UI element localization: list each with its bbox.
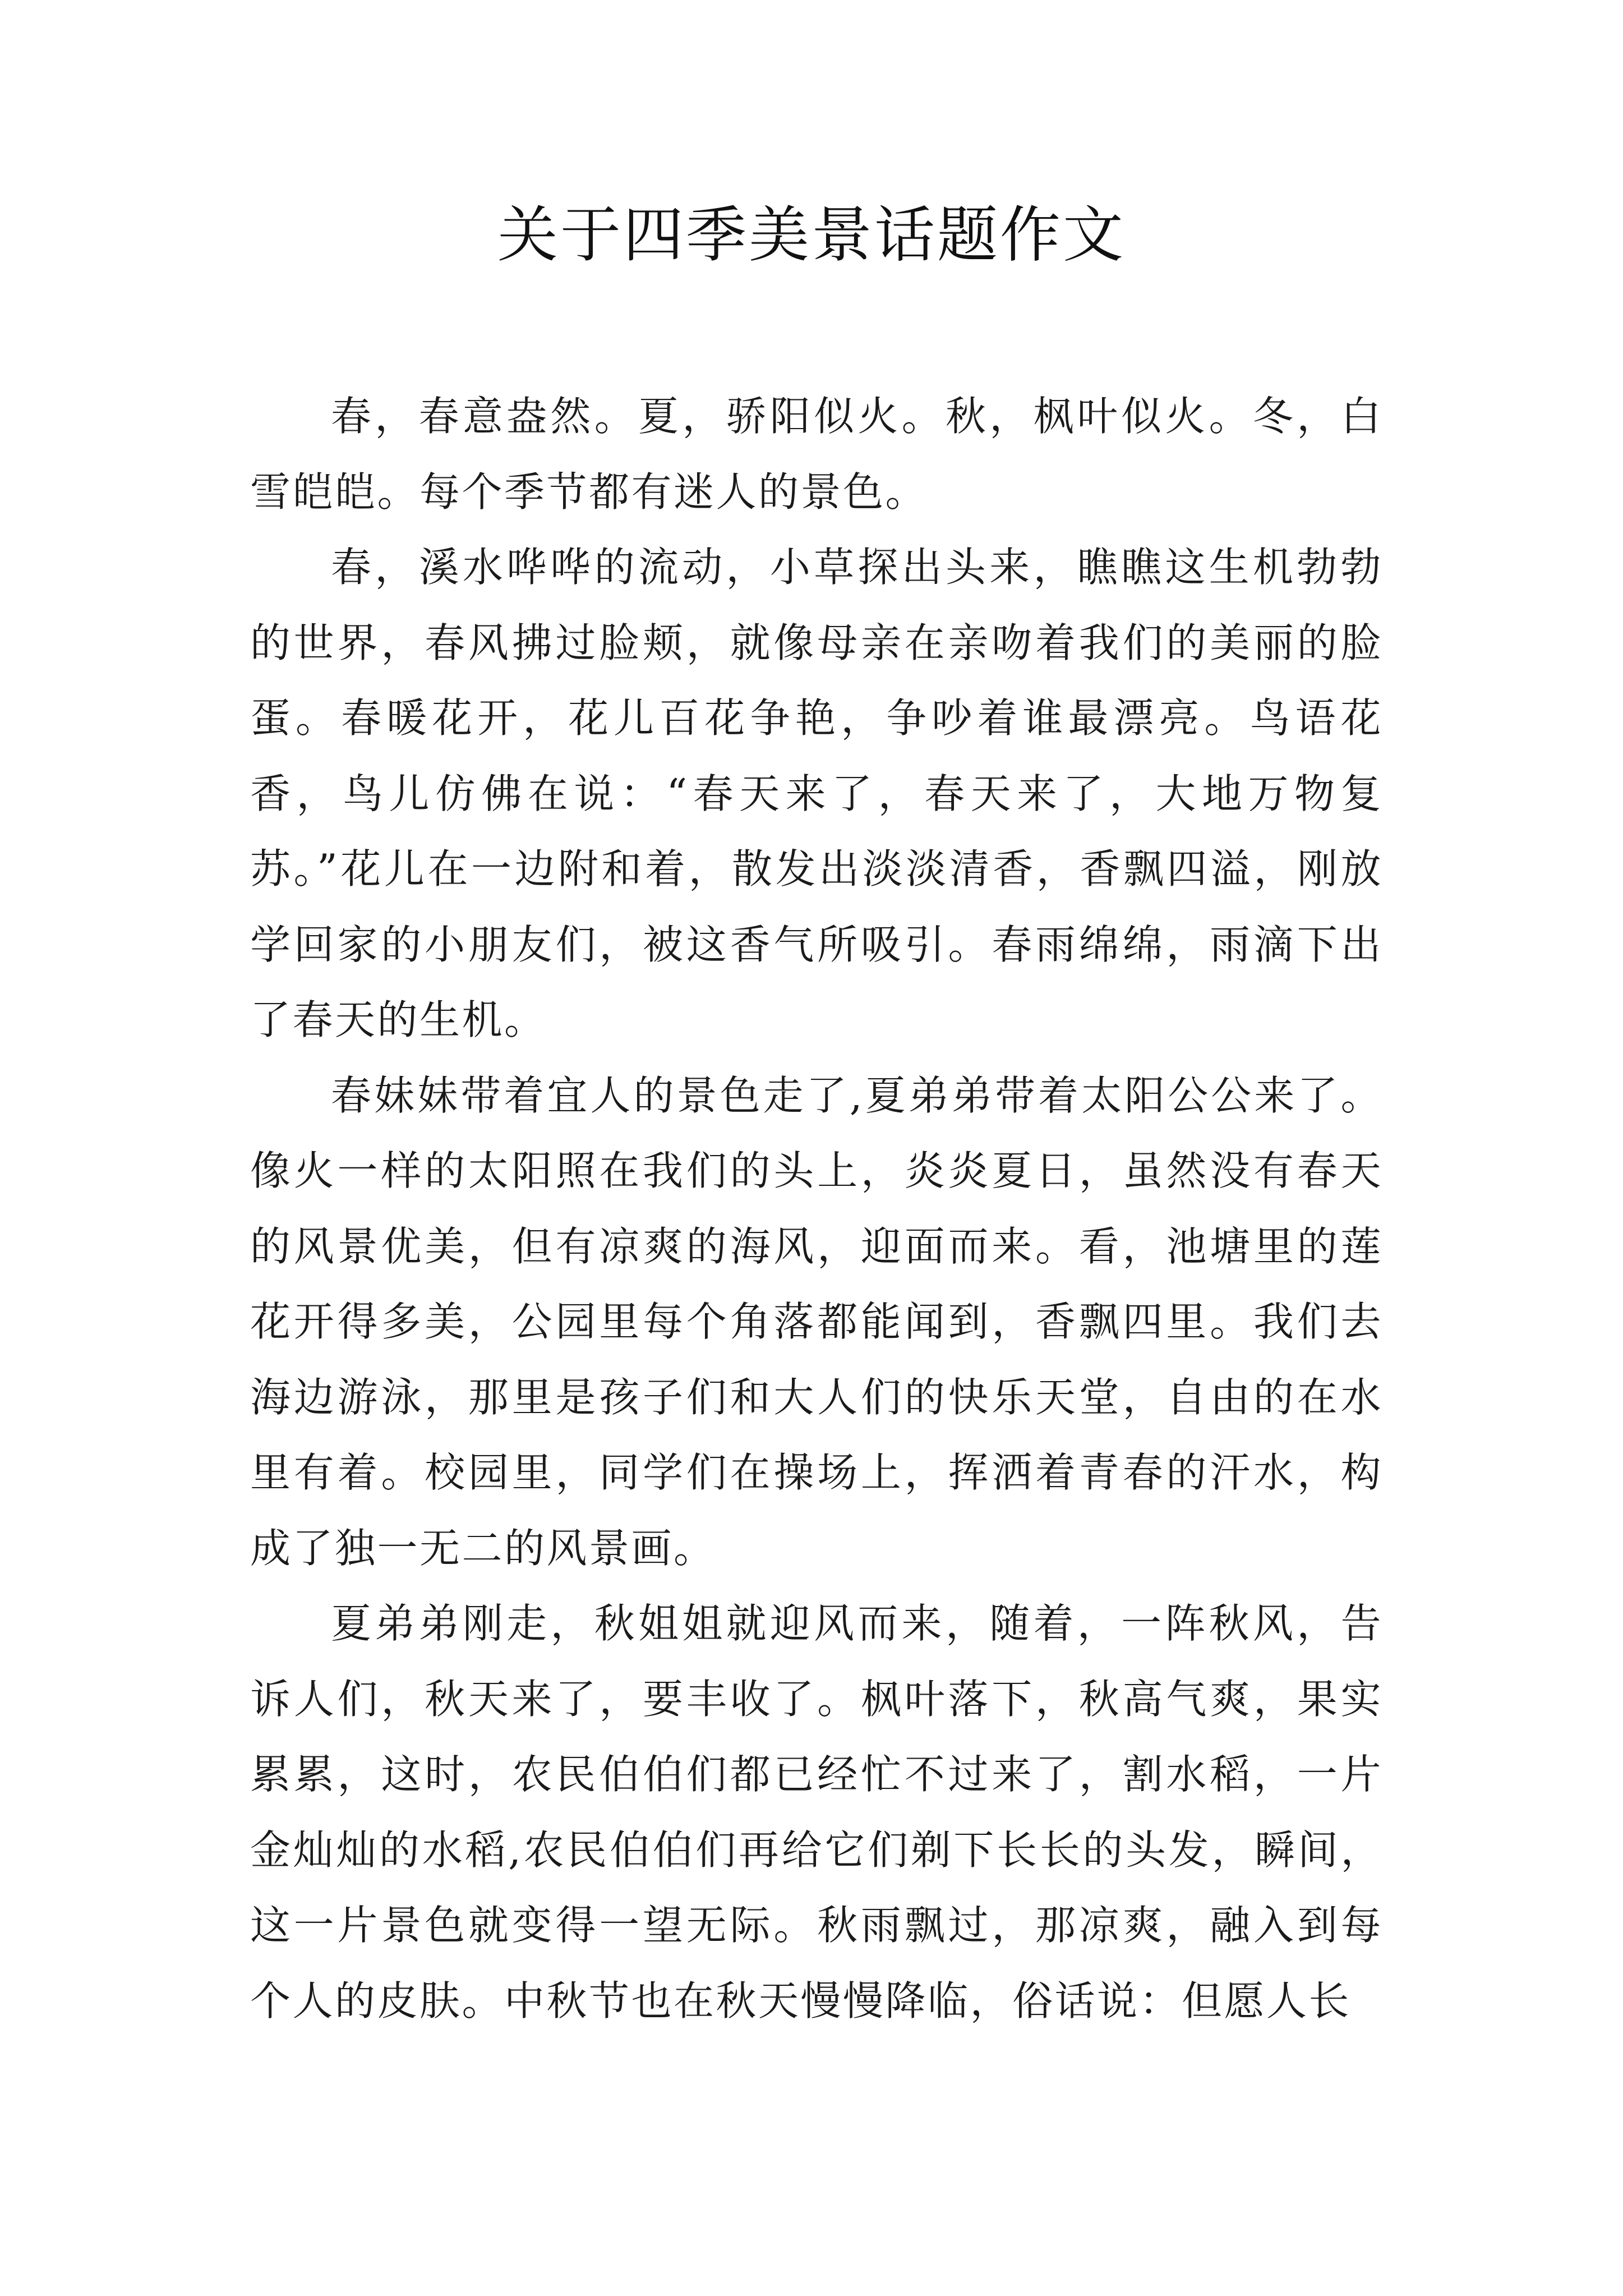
- paragraph-summer: 春妹妹带着宜人的景色走了,夏弟弟带着太阳公公来了。像火一样的太阳照在我们的头上，炎炎夏日，虽然没有春天的风景优美，但有凉爽的海风，迎面而来。看，池塘里的莲花开得多美，公园里每个角落都能闻到，香飘四里。我们去海边游泳，那里是孩子们和大人们的快乐天堂，自由的在水里有着。校园里，同学们在操场上，挥洒着青春的汗水，构成了独一无二的风景画。: [250, 1071, 1383, 1572]
- paragraph-spring: 春，溪水哗哗的流动，小草探出头来，瞧瞧这生机勃勃的世界，春风拂过脸颊，就像母亲在亲吻着我们的美丽的脸蛋。春暖花开，花儿百花争艳，争吵着谁最漂亮。鸟语花香，鸟儿仿佛在说：“春天来了，春天来了，大地万物复苏。”花儿在一边附和着，散发出淡淡清香，香飘四溢，刚放学回家的小朋友们，被这香气所吸引。春雨绵绵，雨滴下出了春天的生机。: [250, 544, 1383, 1043]
- page-title: 关于四季美景话题作文: [497, 200, 1126, 270]
- paragraph-autumn: 夏弟弟刚走，秋姐姐就迎风而来，随着，一阵秋风，告诉人们，秋天来了，要丰收了。枫叶落下，秋高气爽，果实累累，这时，农民伯伯们都已经忙不过来了，割水稻，一片金灿灿的水稻,农民伯伯们再给它们剃下长长的头发，瞬间，这一片景色就变得一望无际。秋雨飘过，那凉爽，融入到每个人的皮肤。中秋节也在秋天慢慢降临，俗话说：但愿人长: [250, 1600, 1383, 2024]
- paragraph-intro: 春，春意盎然。夏，骄阳似火。秋，枫叶似火。冬，白雪皑皑。每个季节都有迷人的景色。: [250, 393, 1383, 516]
- document-body: [250, 379, 1383, 2039]
